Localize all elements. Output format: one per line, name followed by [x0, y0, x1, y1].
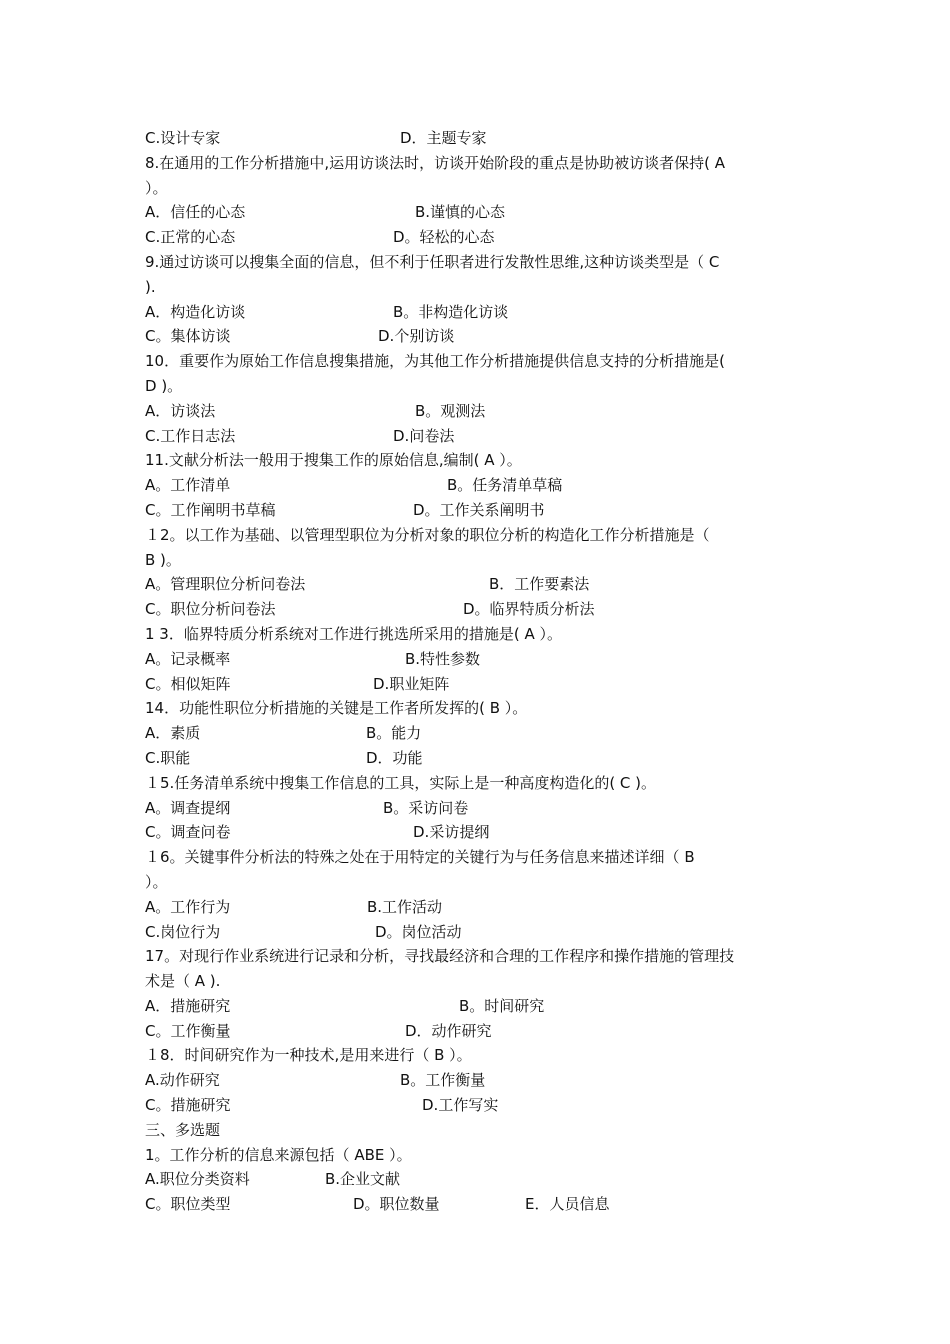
question-line: 9.通过访谈可以搜集全面的信息，但不利于任职者进行发散性思维,这种访谈类型是（ C	[145, 252, 720, 271]
answer-option: A.动作研究	[145, 1071, 220, 1090]
option-row	[145, 647, 810, 672]
question-line: １8．时间研究作为一种技术,是用来进行（ B ）。	[145, 1046, 472, 1065]
answer-option: A。调查提纲	[145, 798, 231, 817]
option-row	[145, 225, 810, 250]
answer-option: C。相似矩阵	[145, 674, 231, 693]
answer-option: D。职位数量	[353, 1195, 440, 1214]
option-row	[145, 1167, 810, 1192]
question-line: 8.在通用的工作分析措施中,运用访谈法时，访谈开始阶段的重点是协助被访谈者保持( A	[145, 153, 725, 172]
option-row	[145, 399, 810, 424]
option-row	[145, 895, 810, 920]
answer-option: C.正常的心态	[145, 228, 236, 247]
option-row	[145, 1068, 810, 1093]
option-row	[145, 126, 810, 151]
answer-option: D。岗位活动	[375, 922, 462, 941]
question-line: １6。关键事件分析法的特殊之处在于用特定的关键行为与任务信息来描述详细（ B	[145, 848, 695, 867]
option-row	[145, 1093, 810, 1118]
question-line: B )。	[145, 550, 181, 569]
question-line: 1。工作分析的信息来源包括（ ABE ）。	[145, 1145, 412, 1164]
question-line: 17。对现行作业系统进行记录和分析，寻找最经济和合理的工作程序和操作措施的管理技	[145, 947, 735, 966]
answer-option: C.设计专家	[145, 129, 221, 147]
question-line: 11.文献分析法一般用于搜集工作的原始信息,编制( A ）。	[145, 451, 522, 470]
answer-option: B.谨慎的心态	[415, 203, 506, 222]
answer-option: B。任务清单草稿	[447, 476, 563, 495]
answer-option: C。措施研究	[145, 1096, 231, 1115]
answer-option: C。职位分析问卷法	[145, 600, 276, 619]
question-line: 1 3．临界特质分析系统对工作进行挑选所采用的措施是( A ）。	[145, 624, 563, 643]
answer-option: D．主题专家	[400, 129, 487, 147]
answer-option: B。工作衡量	[400, 1071, 486, 1090]
option-row	[145, 572, 810, 597]
answer-option: B。非构造化访谈	[393, 302, 509, 321]
option-row	[145, 1192, 810, 1217]
option-row	[145, 820, 810, 845]
answer-option: A。工作清单	[145, 476, 231, 495]
answer-option: D.工作写实	[422, 1096, 499, 1115]
answer-option: B.工作活动	[367, 897, 443, 916]
answer-option: A．信任的心态	[145, 203, 246, 222]
answer-option: A。工作行为	[145, 897, 231, 916]
answer-option: D．功能	[366, 748, 423, 767]
question-line: ）。	[145, 178, 168, 197]
answer-option: B。能力	[366, 724, 422, 743]
answer-option: D.采访提纲	[413, 823, 490, 842]
option-row	[145, 597, 810, 622]
question-line: １5.任务清单系统中搜集工作信息的工具，实际上是一种高度构造化的( C )。	[145, 773, 657, 792]
answer-option: D。临界特质分析法	[463, 600, 595, 619]
answer-option: D.个别访谈	[378, 327, 455, 346]
answer-option: D。轻松的心态	[393, 228, 495, 247]
answer-option: A。记录概率	[145, 649, 231, 668]
answer-option: A。管理职位分析问卷法	[145, 575, 306, 594]
answer-option: A．构造化访谈	[145, 302, 246, 321]
answer-option: E．人员信息	[525, 1195, 610, 1214]
question-line: 14．功能性职位分析措施的关键是工作者所发挥的( B ）。	[145, 699, 528, 718]
question-line: 10．重要作为原始工作信息搜集措施，为其他工作分析措施提供信息支持的分析措施是(	[145, 352, 725, 371]
answer-option: C。工作阐明书草稿	[145, 500, 276, 519]
answer-option: A.职位分类资料	[145, 1170, 250, 1189]
question-line: 三、多选题	[145, 1120, 221, 1139]
option-row	[145, 920, 810, 945]
answer-option: B．工作要素法	[489, 575, 590, 594]
option-row	[145, 672, 810, 697]
answer-option: D．动作研究	[405, 1021, 492, 1040]
answer-option: C。调查问卷	[145, 823, 231, 842]
answer-option: D.问卷法	[393, 426, 455, 445]
option-row	[145, 994, 810, 1019]
question-line: １2。以工作为基础、以管理型职位为分析对象的职位分析的构造化工作分析措施是（	[145, 525, 710, 544]
option-row	[145, 746, 810, 771]
option-row	[145, 721, 810, 746]
answer-option: C。集体访谈	[145, 327, 231, 346]
answer-option: C。工作衡量	[145, 1021, 231, 1040]
answer-option: B.特性参数	[405, 649, 481, 668]
option-row	[145, 300, 810, 325]
answer-option: A．措施研究	[145, 996, 231, 1015]
answer-option: B。时间研究	[459, 996, 545, 1015]
option-row	[145, 796, 810, 821]
question-line: ).	[145, 277, 156, 296]
answer-option: B.企业文献	[325, 1170, 401, 1189]
answer-option: C.岗位行为	[145, 922, 221, 941]
question-line: ）。	[145, 872, 168, 891]
answer-option: B。观测法	[415, 401, 486, 420]
question-line: D )。	[145, 376, 183, 395]
answer-option: B。采访问卷	[383, 798, 469, 817]
document-body	[145, 126, 810, 1217]
answer-option: C.工作日志法	[145, 426, 236, 445]
option-row	[145, 473, 810, 498]
option-row	[145, 1019, 810, 1044]
question-line: 术是（ A ).	[145, 972, 221, 991]
answer-option: D.职业矩阵	[373, 674, 450, 693]
answer-option: A．访谈法	[145, 401, 216, 420]
answer-option: C.职能	[145, 748, 191, 767]
option-row	[145, 424, 810, 449]
answer-option: C。职位类型	[145, 1195, 231, 1214]
answer-option: D。工作关系阐明书	[413, 500, 545, 519]
option-row	[145, 498, 810, 523]
answer-option: A．素质	[145, 724, 201, 743]
option-row	[145, 324, 810, 349]
option-row	[145, 200, 810, 225]
